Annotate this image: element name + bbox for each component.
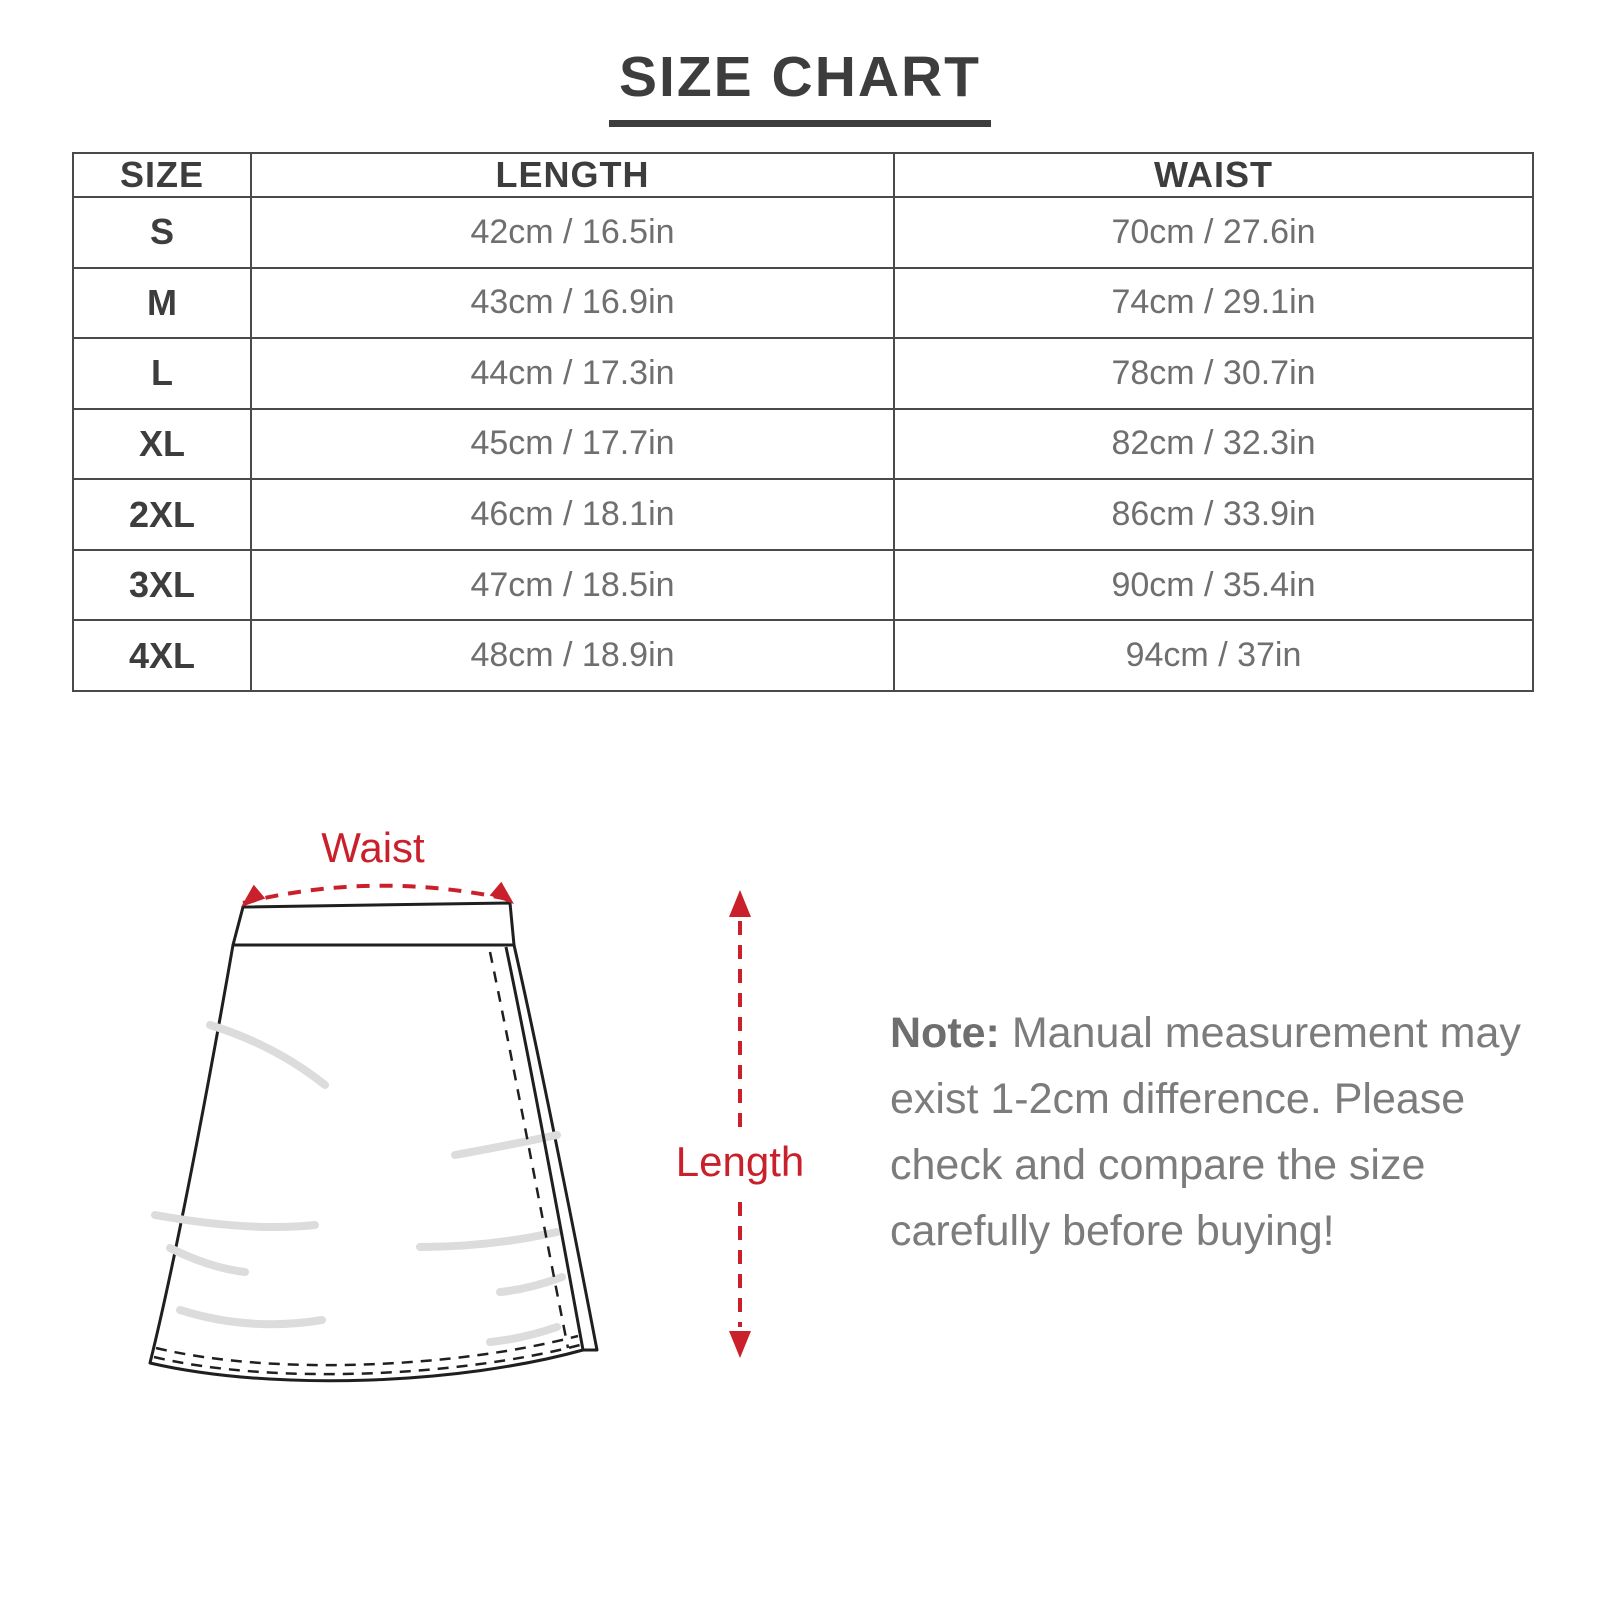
waist-value: 90cm / 35.4in — [894, 550, 1533, 621]
table-row — [73, 479, 1533, 550]
table-row — [73, 409, 1533, 480]
length-arrow — [729, 890, 751, 1358]
table-header-row — [73, 153, 1533, 197]
note-label: Note: — [890, 1009, 1000, 1057]
table-row — [73, 268, 1533, 339]
length-value: 42cm / 16.5in — [251, 197, 894, 268]
size-table — [72, 152, 1534, 692]
column-header-size: SIZE — [73, 153, 251, 197]
table-row — [73, 197, 1533, 268]
waist-value: 74cm / 29.1in — [894, 268, 1533, 339]
waist-value: 78cm / 30.7in — [894, 338, 1533, 409]
waistband — [233, 903, 514, 945]
length-arrowhead-bottom-icon — [729, 1331, 751, 1358]
waist-arrowhead-left-icon — [241, 885, 265, 907]
table-row — [73, 550, 1533, 621]
note-text: Manual measurement may — [1011, 1009, 1521, 1057]
column-header-waist: WAIST — [894, 153, 1533, 197]
waist-arrowhead-right-icon — [490, 882, 514, 904]
length-label: Length — [675, 1138, 805, 1185]
note-line: check and compare the size — [890, 1141, 1426, 1189]
waist-value: 86cm / 33.9in — [894, 479, 1533, 550]
size-label: 4XL — [73, 620, 251, 691]
length-value: 46cm / 18.1in — [251, 479, 894, 550]
length-value: 45cm / 17.7in — [251, 409, 894, 480]
table-row — [73, 620, 1533, 691]
note-line: carefully before buying! — [890, 1207, 1335, 1255]
table-row — [73, 338, 1533, 409]
length-value: 43cm / 16.9in — [251, 268, 894, 339]
length-value: 47cm / 18.5in — [251, 550, 894, 621]
size-label: XL — [73, 409, 251, 480]
size-label: L — [73, 338, 251, 409]
length-value: 48cm / 18.9in — [251, 620, 894, 691]
length-value: 44cm / 17.3in — [251, 338, 894, 409]
waist-value: 94cm / 37in — [894, 620, 1533, 691]
length-arrowhead-top-icon — [729, 890, 751, 917]
note-line: exist 1-2cm difference. Please — [890, 1075, 1466, 1123]
note-line — [890, 1000, 1530, 1066]
size-label: 2XL — [73, 479, 251, 550]
column-header-length: LENGTH — [251, 153, 894, 197]
size-label: 3XL — [73, 550, 251, 621]
waist-arrow-arc — [243, 886, 512, 903]
waist-label: Waist — [321, 824, 425, 871]
waist-value: 70cm / 27.6in — [894, 197, 1533, 268]
page-title: SIZE CHART — [609, 44, 991, 127]
size-label: M — [73, 268, 251, 339]
skirt-measurement-diagram — [60, 800, 820, 1420]
size-label: S — [73, 197, 251, 268]
waist-value: 82cm / 32.3in — [894, 409, 1533, 480]
measurement-note — [890, 1000, 1530, 1264]
